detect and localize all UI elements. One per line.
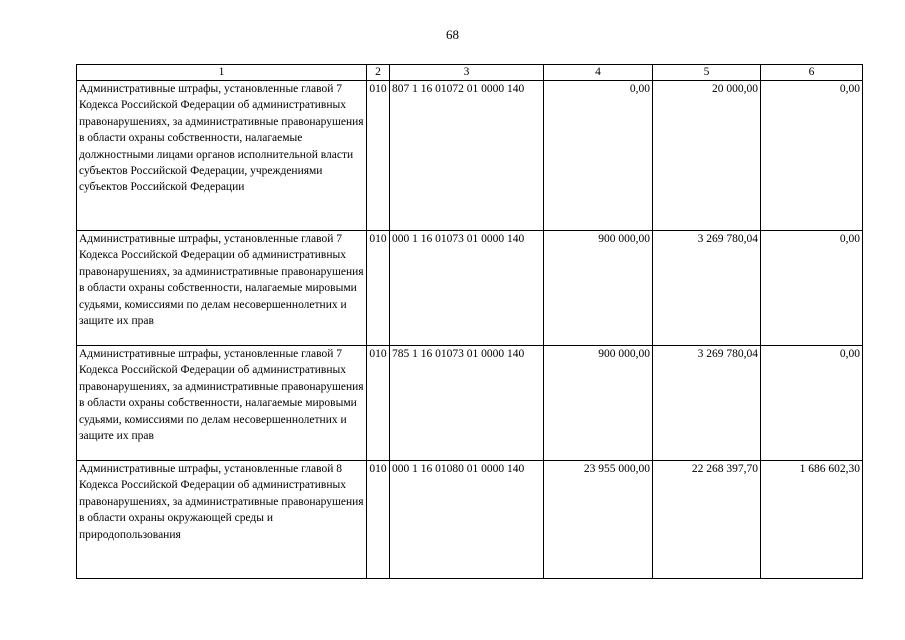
row-col5-value: 3 269 780,04 — [653, 346, 761, 461]
row-kbk: 000 1 16 01073 01 0000 140 — [390, 231, 544, 346]
row-code: 010 — [367, 231, 390, 346]
row-name: Административные штрафы, установленные главой 8 Кодекса Российской Федерации об административных правонарушениях, за административные правонарушения в области охраны окружающей среды и природопользования — [77, 461, 367, 579]
row-code: 010 — [367, 346, 390, 461]
row-kbk: 000 1 16 01080 01 0000 140 — [390, 461, 544, 579]
header-col-4: 4 — [544, 65, 653, 81]
row-name: Административные штрафы, установленные главой 7 Кодекса Российской Федерации об административных правонарушениях, за административные правонарушения в области охраны собственности, налагаемые должностными лицами органов исполнительной власти субъектов Российской Федерации, учреждениями субъектов Российской Федерации — [77, 81, 367, 231]
row-col5-value: 3 269 780,04 — [653, 231, 761, 346]
row-col6-value: 1 686 602,30 — [761, 461, 863, 579]
row-col5-value: 20 000,00 — [653, 81, 761, 231]
row-col6-value: 0,00 — [761, 346, 863, 461]
table-row — [77, 231, 863, 346]
header-col-5: 5 — [653, 65, 761, 81]
header-col-6: 6 — [761, 65, 863, 81]
row-code: 010 — [367, 81, 390, 231]
header-col-1: 1 — [77, 65, 367, 81]
row-code: 010 — [367, 461, 390, 579]
table-header-row — [77, 65, 863, 81]
row-kbk: 807 1 16 01072 01 0000 140 — [390, 81, 544, 231]
table-row — [77, 461, 863, 579]
row-name: Административные штрафы, установленные главой 7 Кодекса Российской Федерации об административных правонарушениях, за административные правонарушения в области охраны собственности, налагаемые мировыми судьями, комиссиями по делам несовершеннолетних и защите их прав — [77, 231, 367, 346]
row-col4-value: 23 955 000,00 — [544, 461, 653, 579]
row-col5-value: 22 268 397,70 — [653, 461, 761, 579]
row-kbk: 785 1 16 01073 01 0000 140 — [390, 346, 544, 461]
row-col6-value: 0,00 — [761, 231, 863, 346]
header-col-2: 2 — [367, 65, 390, 81]
row-name: Административные штрафы, установленные главой 7 Кодекса Российской Федерации об административных правонарушениях, за административные правонарушения в области охраны собственности, налагаемые мировыми судьями, комиссиями по делам несовершеннолетних и защите их прав — [77, 346, 367, 461]
row-col4-value: 900 000,00 — [544, 346, 653, 461]
row-col4-value: 0,00 — [544, 81, 653, 231]
revenue-table — [76, 64, 863, 579]
table-row — [77, 346, 863, 461]
table-row — [77, 81, 863, 231]
row-col4-value: 900 000,00 — [544, 231, 653, 346]
row-col6-value: 0,00 — [761, 81, 863, 231]
page-number: 68 — [446, 27, 459, 42]
header-col-3: 3 — [390, 65, 544, 81]
